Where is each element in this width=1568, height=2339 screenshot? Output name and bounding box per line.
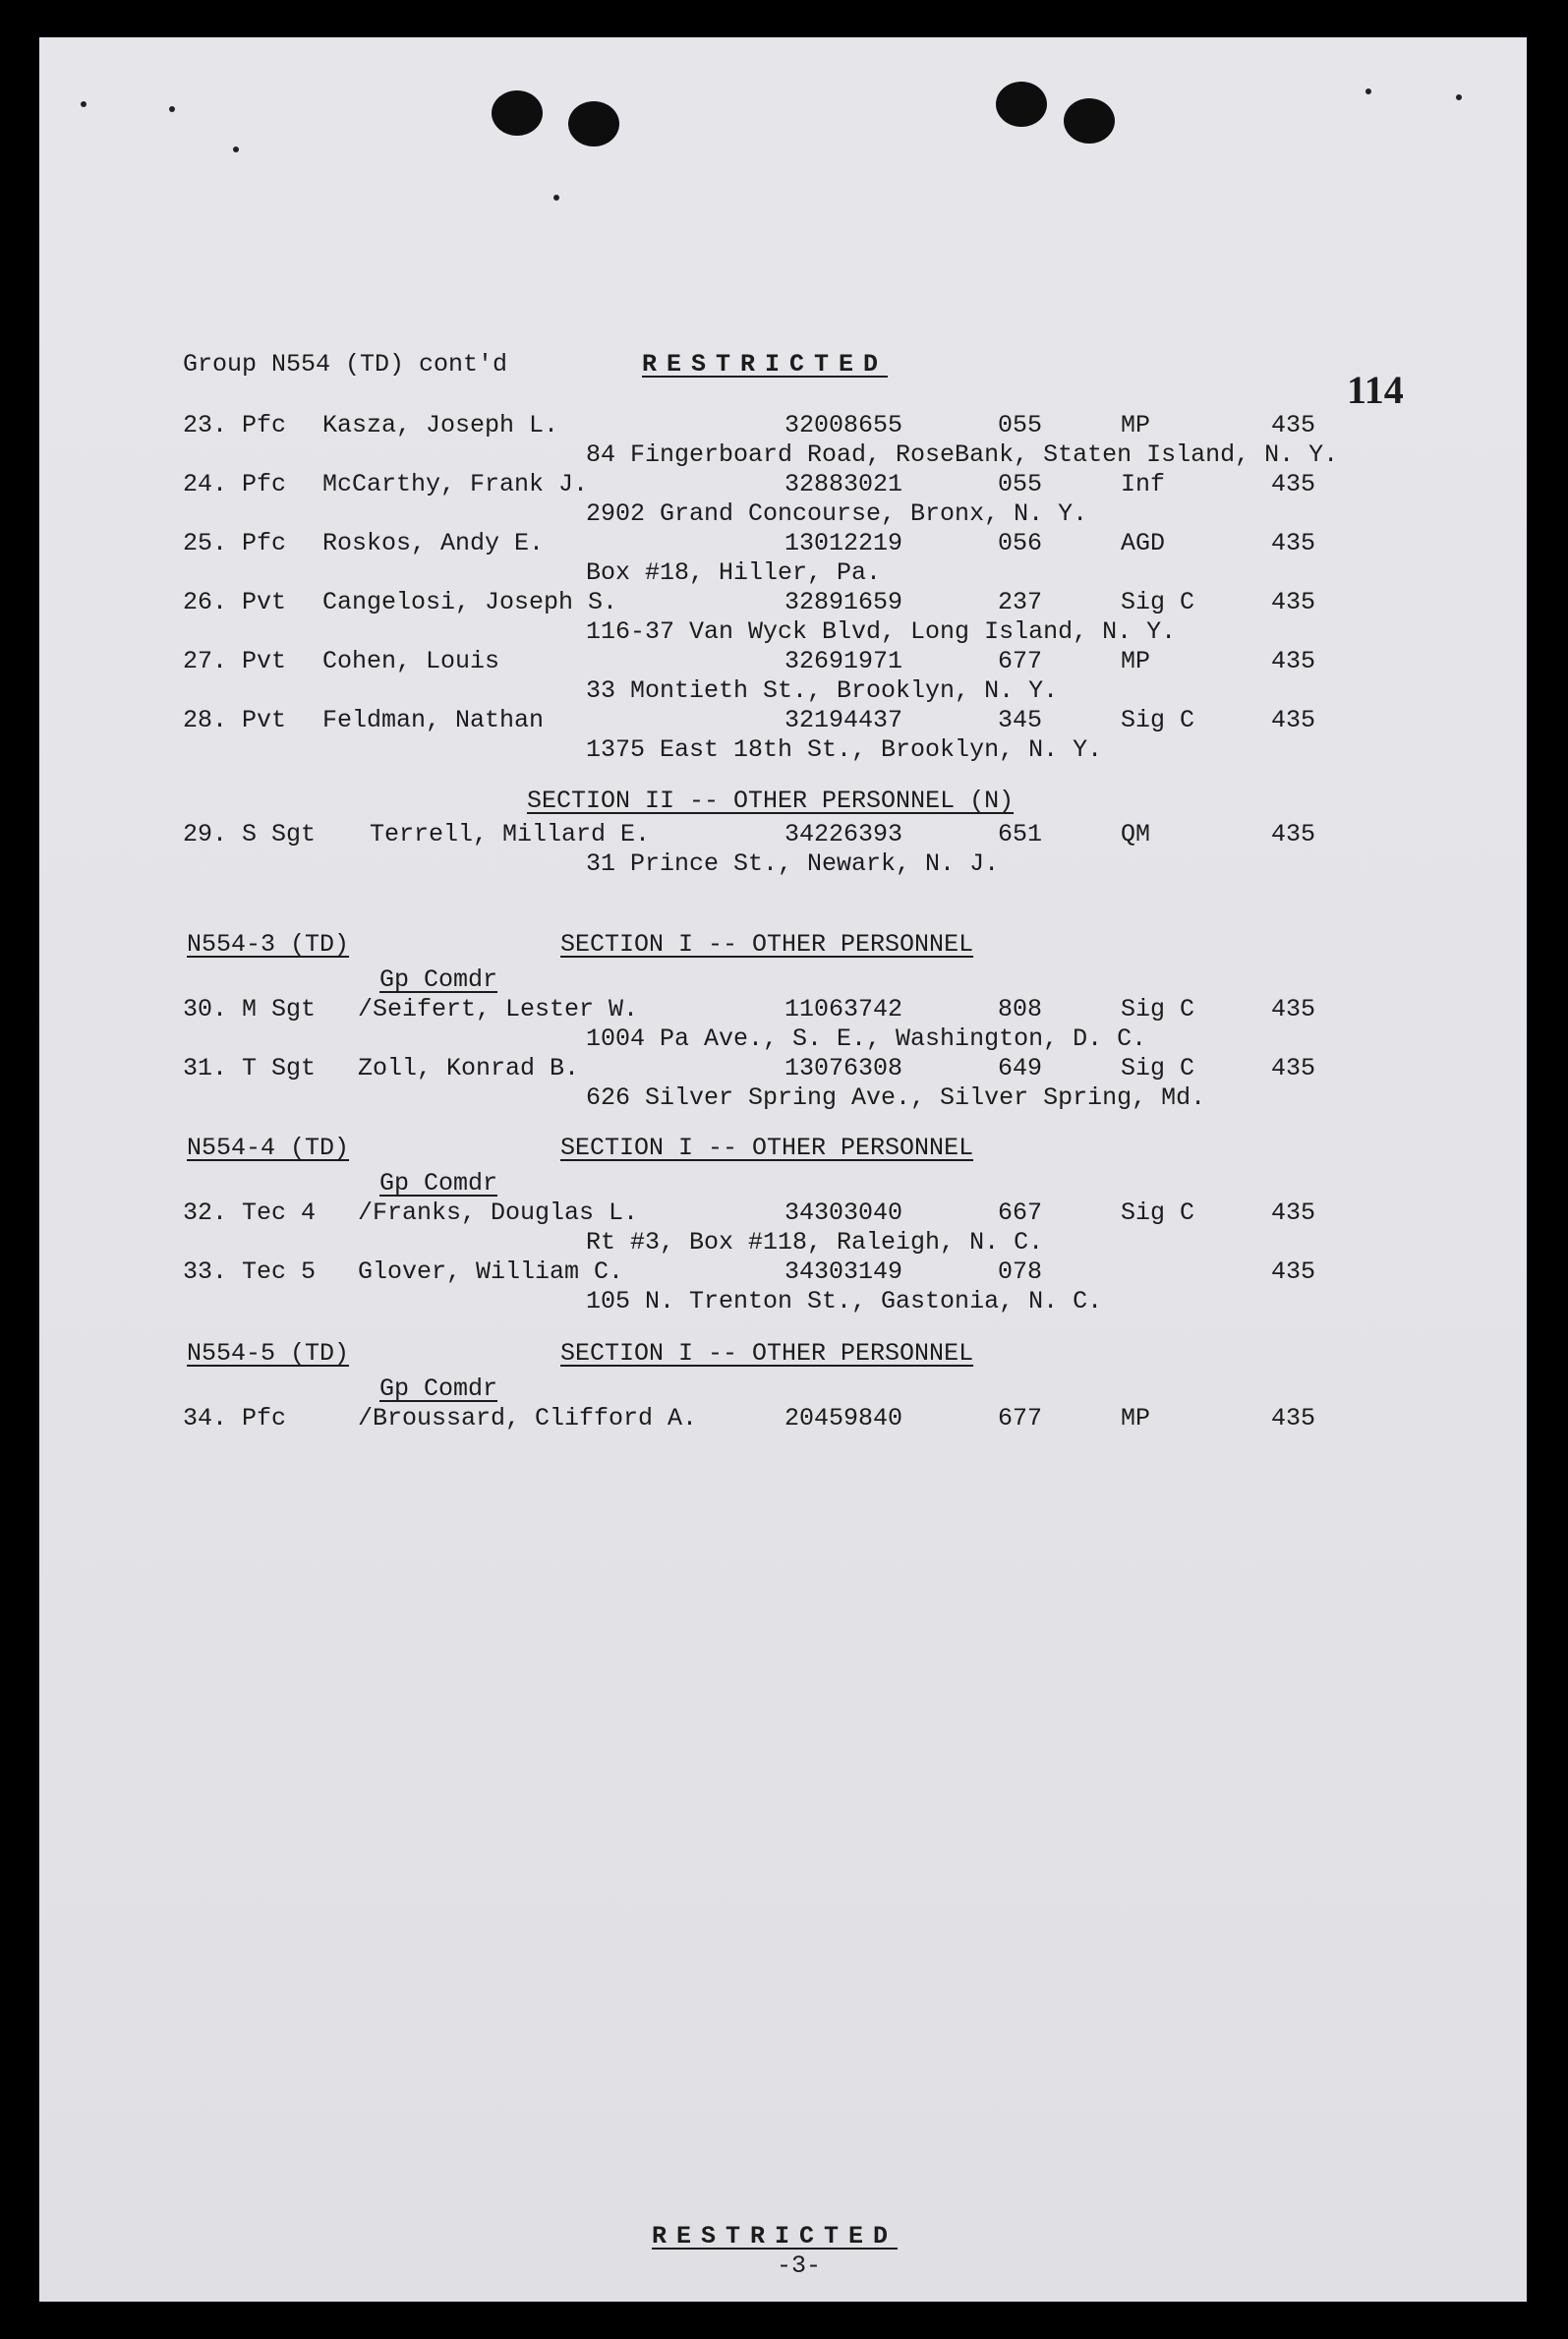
punch-hole [568,101,619,146]
soldier-name: Feldman, Nathan [322,706,545,734]
row-number: 28. [183,706,228,734]
mos-code: 078 [998,1257,1043,1286]
section-title: SECTION I -- OTHER PERSONNEL [560,1134,974,1162]
value-code: 435 [1271,411,1316,439]
value-code: 435 [1271,529,1316,557]
serial-number: 11063742 [784,995,903,1023]
branch: Sig C [1121,588,1195,616]
rank: Pfc [242,411,287,439]
row-number: 32. [183,1199,228,1227]
page-number: -3- [777,2251,822,2280]
soldier-name: Zoll, Konrad B. [358,1054,580,1082]
branch: Sig C [1121,1199,1195,1227]
section-title: SECTION II -- OTHER PERSONNEL (N) [527,787,1015,815]
group-label: N554-3 (TD) [187,930,350,959]
address: 84 Fingerboard Road, RoseBank, Staten Island, N. Y. [586,440,1339,469]
group-commander-label: Gp Comdr [379,1169,498,1198]
branch: Sig C [1121,1054,1195,1082]
rank: Pvt [242,706,287,734]
value-code: 435 [1271,647,1316,675]
group-commander-label: Gp Comdr [379,1374,498,1403]
value-code: 435 [1271,995,1316,1023]
serial-number: 32194437 [784,706,903,734]
speck [1365,88,1371,94]
section-title: SECTION I -- OTHER PERSONNEL [560,930,974,959]
rank: Tec 5 [242,1257,317,1286]
speck [553,195,559,201]
soldier-name: /Franks, Douglas L. [358,1199,639,1227]
branch: Sig C [1121,706,1195,734]
serial-number: 32883021 [784,470,903,498]
group-label: N554-4 (TD) [187,1134,350,1162]
branch: QM [1121,820,1151,848]
rank: S Sgt [242,820,317,848]
serial-number: 34303040 [784,1199,903,1227]
address: 31 Prince St., Newark, N. J. [586,849,1000,878]
serial-number: 32008655 [784,411,903,439]
group-header: Group N554 (TD) cont'd [183,350,508,379]
row-number: 24. [183,470,228,498]
branch: AGD [1121,529,1166,557]
mos-code: 345 [998,706,1043,734]
speck [81,101,87,107]
speck [1456,94,1462,100]
value-code: 435 [1271,820,1316,848]
soldier-name: Cangelosi, Joseph S. [322,588,618,616]
address: 626 Silver Spring Ave., Silver Spring, Md. [586,1083,1206,1112]
punch-hole [492,90,543,136]
address: Rt #3, Box #118, Raleigh, N. C. [586,1228,1044,1257]
page-stamp: 114 [1347,368,1404,412]
row-number: 34. [183,1404,228,1433]
rank: T Sgt [242,1054,317,1082]
rank: Pvt [242,588,287,616]
value-code: 435 [1271,1404,1316,1433]
rank: Pfc [242,529,287,557]
rank: M Sgt [242,995,317,1023]
serial-number: 13076308 [784,1054,903,1082]
address: 105 N. Trenton St., Gastonia, N. C. [586,1287,1103,1316]
row-number: 26. [183,588,228,616]
address: 2902 Grand Concourse, Bronx, N. Y. [586,499,1088,528]
mos-code: 056 [998,529,1043,557]
rank: Pfc [242,1404,287,1433]
branch: MP [1121,647,1151,675]
soldier-name: Glover, William C. [358,1257,624,1286]
serial-number: 32891659 [784,588,903,616]
address: 1375 East 18th St., Brooklyn, N. Y. [586,735,1103,764]
soldier-name: /Seifert, Lester W. [358,995,639,1023]
row-number: 33. [183,1257,228,1286]
rank: Pfc [242,470,287,498]
branch: MP [1121,411,1151,439]
classification-header: RESTRICTED [642,350,889,379]
serial-number: 34226393 [784,820,903,848]
soldier-name: /Broussard, Clifford A. [358,1404,698,1433]
serial-number: 13012219 [784,529,903,557]
mos-code: 677 [998,647,1043,675]
address: 1004 Pa Ave., S. E., Washington, D. C. [586,1024,1147,1053]
speck [169,106,175,112]
branch: Sig C [1121,995,1195,1023]
serial-number: 20459840 [784,1404,903,1433]
value-code: 435 [1271,1199,1316,1227]
mos-code: 649 [998,1054,1043,1082]
classification-footer: RESTRICTED [652,2222,899,2251]
branch: MP [1121,1404,1151,1433]
group-label: N554-5 (TD) [187,1339,350,1368]
address: Box #18, Hiller, Pa. [586,558,882,587]
soldier-name: McCarthy, Frank J. [322,470,589,498]
section-title: SECTION I -- OTHER PERSONNEL [560,1339,974,1368]
row-number: 29. [183,820,228,848]
rank: Tec 4 [242,1199,317,1227]
row-number: 31. [183,1054,228,1082]
address: 116-37 Van Wyck Blvd, Long Island, N. Y. [586,617,1177,646]
punch-hole [996,82,1047,127]
speck [233,146,239,152]
value-code: 435 [1271,588,1316,616]
row-number: 25. [183,529,228,557]
value-code: 435 [1271,470,1316,498]
value-code: 435 [1271,706,1316,734]
soldier-name: Roskos, Andy E. [322,529,545,557]
punch-hole [1064,98,1115,144]
mos-code: 055 [998,411,1043,439]
soldier-name: Cohen, Louis [322,647,500,675]
mos-code: 237 [998,588,1043,616]
value-code: 435 [1271,1054,1316,1082]
address: 33 Montieth St., Brooklyn, N. Y. [586,676,1059,705]
row-number: 30. [183,995,228,1023]
row-number: 23. [183,411,228,439]
branch: Inf [1121,470,1166,498]
rank: Pvt [242,647,287,675]
soldier-name: Kasza, Joseph L. [322,411,559,439]
serial-number: 32691971 [784,647,903,675]
mos-code: 667 [998,1199,1043,1227]
value-code: 435 [1271,1257,1316,1286]
serial-number: 34303149 [784,1257,903,1286]
group-commander-label: Gp Comdr [379,965,498,994]
soldier-name: Terrell, Millard E. [370,820,651,848]
mos-code: 808 [998,995,1043,1023]
mos-code: 651 [998,820,1043,848]
row-number: 27. [183,647,228,675]
mos-code: 677 [998,1404,1043,1433]
mos-code: 055 [998,470,1043,498]
